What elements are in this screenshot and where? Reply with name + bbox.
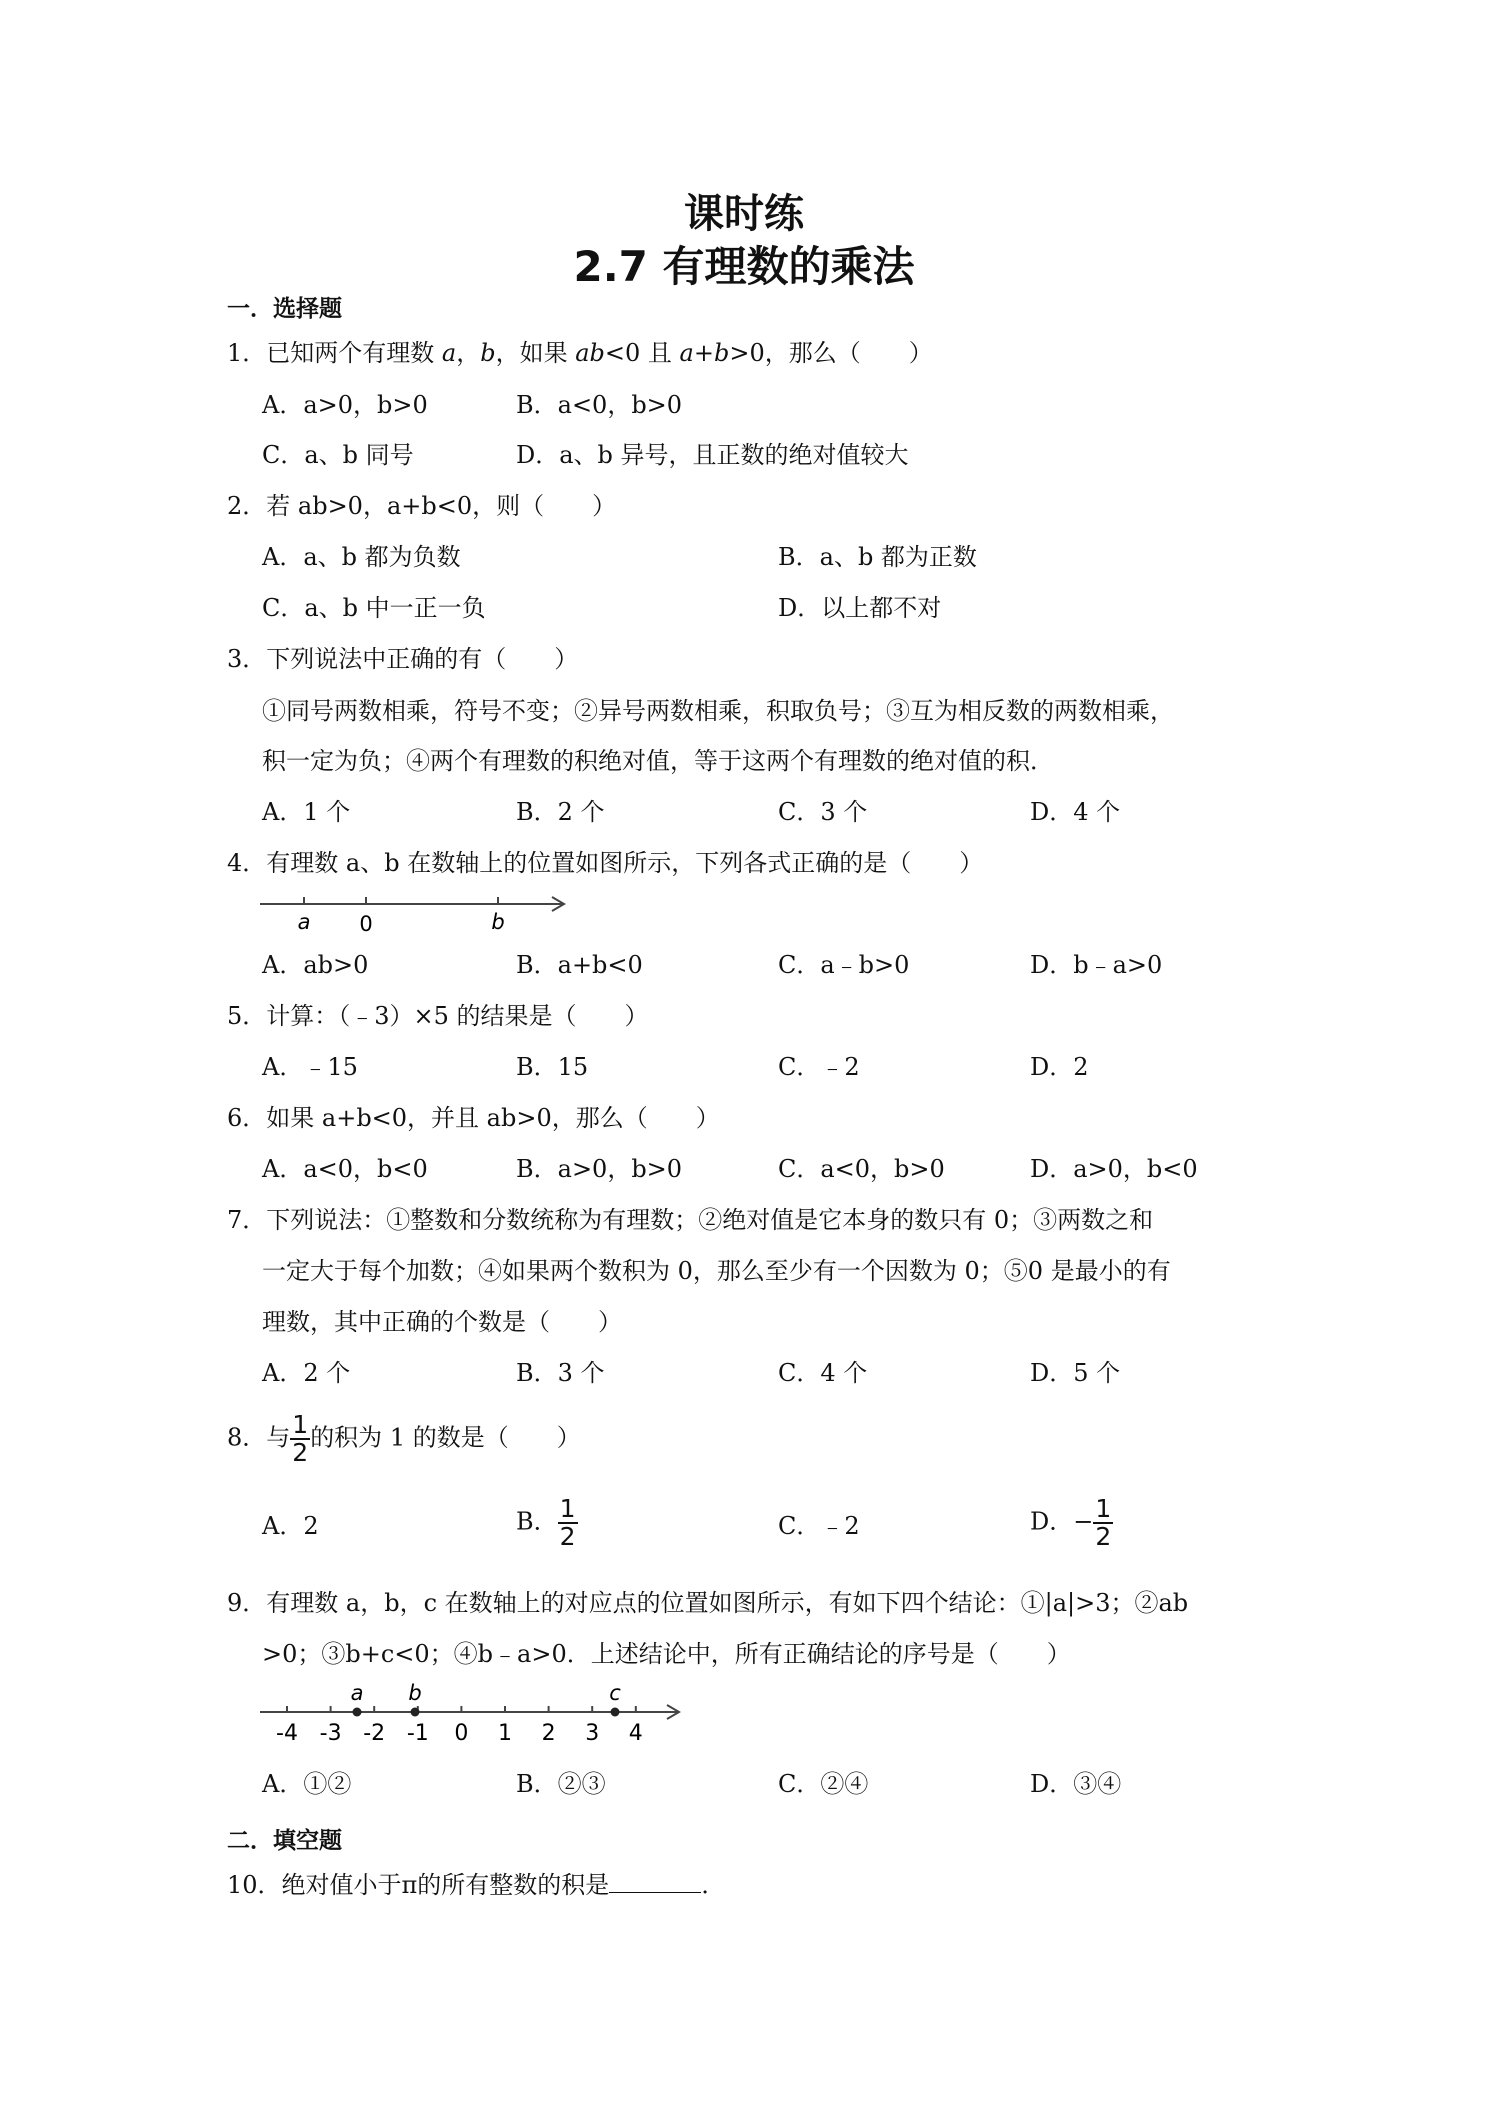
q3-option-b: B．2 个: [516, 798, 605, 826]
question-7-line-1: 7．下列说法：①整数和分数统称为有理数；②绝对值是它本身的数只有 0；③两数之和: [227, 1206, 1154, 1234]
question-9-line-1: 9．有理数 a，b，c 在数轴上的对应点的位置如图所示，有如下四个结论：①|a|>3；②ab: [227, 1589, 1189, 1617]
question-5: 5．计算：（﹣3）×5 的结果是（ ）: [227, 1002, 649, 1030]
question-7-line-2: 一定大于每个加数；④如果两个数积为 0，那么至少有一个因数为 0；⑤0 是最小的有: [262, 1257, 1171, 1285]
q8-option-d-fraction: $\frac{1}{2}$: [1095, 1494, 1112, 1551]
q4-label-zero: 0: [359, 912, 373, 934]
q9-label-c: c: [609, 1681, 621, 1705]
q9-option-b: B．②③: [516, 1770, 606, 1798]
q4-label-b: b: [491, 910, 505, 934]
q5-option-b: B．15: [516, 1053, 589, 1081]
q7-option-b: B．3 个: [516, 1359, 605, 1387]
q6-option-d: D．a>0，b<0: [1030, 1155, 1198, 1183]
q3-option-d: D．4 个: [1030, 798, 1121, 826]
q9-point-c: [611, 1708, 620, 1717]
q2-option-c: C．a、b 中一正一负: [262, 594, 486, 622]
q9-option-d: D．③④: [1030, 1770, 1122, 1798]
q9-tick-label: -3: [319, 1721, 342, 1746]
question-3: 3．下列说法中正确的有（ ）: [227, 645, 579, 673]
q3-statement-line-1: ①同号两数相乘，符号不变；②异号两数相乘，积取负号；③互为相反数的两数相乘，: [262, 697, 1174, 725]
q9-tick-label: -4: [276, 1721, 298, 1746]
q6-option-c: C．a<0，b>0: [778, 1155, 945, 1183]
q2-option-d: D．以上都不对: [778, 594, 942, 622]
q9-tick-label: -1: [406, 1721, 429, 1746]
q9-point-b: [411, 1708, 420, 1717]
q8-option-a: A．2: [262, 1512, 319, 1540]
q8-option-b: B． $\frac{1}{2}$: [516, 1494, 576, 1551]
q6-option-a: A．a<0，b<0: [262, 1155, 428, 1183]
q9-point-a: [353, 1708, 362, 1717]
q2-option-b: B．a、b 都为正数: [778, 543, 977, 571]
section-choice-heading: 一．选择题: [227, 296, 342, 322]
q9-tick-label: 0: [454, 1721, 469, 1746]
q9-tick-label: 4: [628, 1721, 643, 1746]
q8-option-d: D．− $\frac{1}{2}$: [1030, 1494, 1112, 1551]
q3-statement-line-2: 积一定为负；④两个有理数的积绝对值，等于这两个有理数的绝对值的积．: [262, 747, 1054, 775]
q6-option-b: B．a>0，b>0: [516, 1155, 683, 1183]
question-8: 8．与 $\frac{1}{2}$ 的积为 1 的数是（ ）: [227, 1410, 581, 1467]
page-subtitle: 2.7 有理数的乘法: [573, 242, 915, 291]
q4-option-a: A．ab>0: [262, 951, 369, 979]
q7-option-c: C．4 个: [778, 1359, 868, 1387]
q3-option-c: C．3 个: [778, 798, 868, 826]
question-7-line-3: 理数，其中正确的个数是（ ）: [262, 1308, 622, 1336]
question-9-line-2: >0；③b+c<0；④b﹣a>0．上述结论中，所有正确结论的序号是（ ）: [262, 1640, 1071, 1668]
question-10: 10．绝对值小于π的所有整数的积是 ．: [227, 1868, 725, 1902]
q1-option-c: C．a、b 同号: [262, 441, 414, 469]
q1-option-d: D．a、b 异号，且正数的绝对值较大: [516, 441, 909, 469]
q9-tick-label: 3: [585, 1721, 600, 1746]
q5-option-d: D．2: [1030, 1053, 1089, 1081]
q5-option-a: A．﹣15: [262, 1053, 358, 1081]
q1-option-a: A．a>0，b>0: [262, 391, 428, 419]
q9-label-b: b: [408, 1681, 422, 1705]
q9-number-line: [258, 1680, 688, 1746]
q9-label-a: a: [350, 1681, 364, 1705]
q9-tick-label: 2: [541, 1721, 556, 1746]
q9-tick-label: -2: [363, 1721, 386, 1746]
q4-label-a: a: [297, 910, 311, 934]
q10-answer-blank[interactable]: [609, 1868, 701, 1893]
q4-option-c: C．a﹣b>0: [778, 951, 910, 979]
q8-fraction: $\frac{1}{2}$: [292, 1410, 309, 1467]
section-fill-heading: 二．填空题: [227, 1828, 342, 1854]
q4-option-d: D．b﹣a>0: [1030, 951, 1163, 979]
q7-option-a: A．2 个: [262, 1359, 351, 1387]
page-title: 课时练: [684, 191, 804, 237]
q4-number-line: [258, 888, 578, 934]
q9-tick-label: 1: [498, 1721, 512, 1746]
q8-option-b-fraction: $\frac{1}{2}$: [559, 1494, 576, 1551]
q5-option-c: C．﹣2: [778, 1053, 860, 1081]
q7-option-d: D．5 个: [1030, 1359, 1121, 1387]
q4-option-b: B．a+b<0: [516, 951, 643, 979]
q2-option-a: A．a、b 都为负数: [262, 543, 461, 571]
q9-option-a: A．①②: [262, 1770, 352, 1798]
question-1: 1．已知两个有理数 a，b，如果 ab<0 且 a+b>0，那么（ ）: [227, 339, 933, 367]
question-6: 6．如果 a+b<0，并且 ab>0，那么（ ）: [227, 1104, 720, 1132]
question-4: 4．有理数 a、b 在数轴上的位置如图所示，下列各式正确的是（ ）: [227, 849, 984, 877]
q1-option-b: B．a<0，b>0: [516, 391, 683, 419]
q9-option-c: C．②④: [778, 1770, 869, 1798]
q3-option-a: A．1 个: [262, 798, 351, 826]
question-2: 2．若 ab>0，a+b<0，则（ ）: [227, 492, 617, 520]
q8-option-c: C．﹣2: [778, 1512, 860, 1540]
